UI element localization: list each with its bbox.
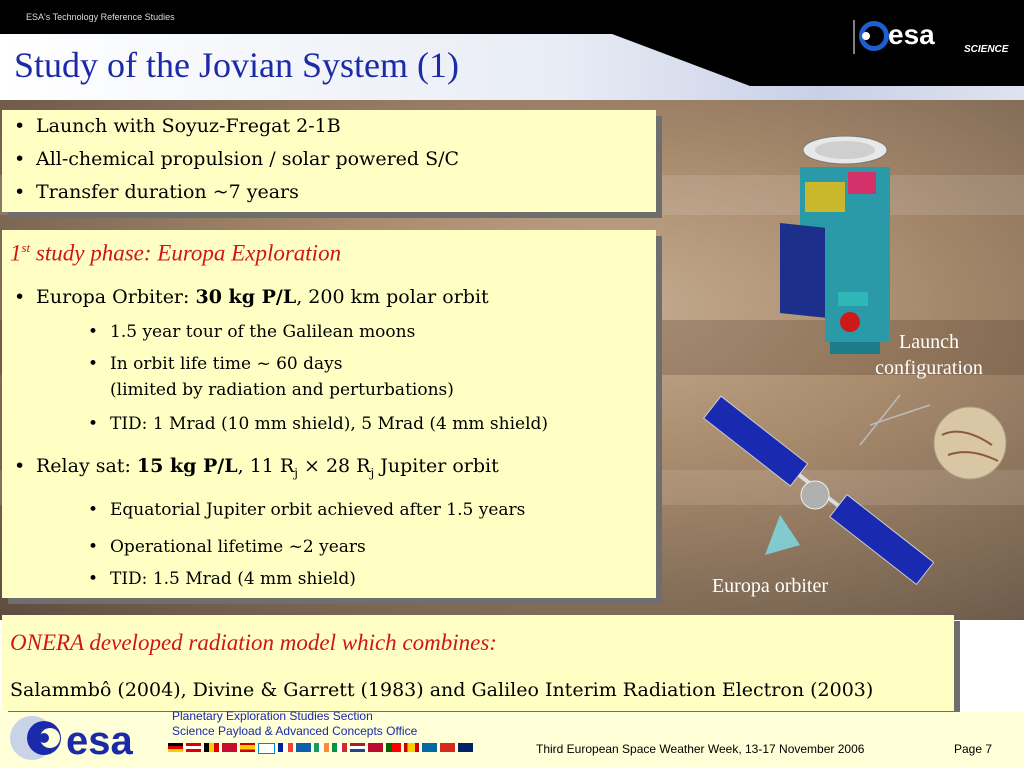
list-item: • Europa Orbiter: 30 kg P/L, 200 km polar orbit [14,286,489,308]
item-text: In orbit life time ~ 60 days [110,354,343,374]
footer-event: Third European Space Weather Week, 13-17 November 2006 [536,742,865,756]
page-title: Study of the Jovian System (1) [14,45,459,85]
item-text: All-chemical propulsion / solar powered S/C [36,148,460,170]
item-text: Transfer duration ~7 years [36,181,299,203]
item-text: Launch with Soyuz-Fregat 2-1B [36,115,341,137]
flag-icon [332,743,347,752]
flag-icon [222,743,237,752]
svg-text:esa: esa [66,719,133,763]
flag-icon [240,743,255,752]
footer-section: Planetary Exploration Studies Section [172,709,373,723]
item-text: Relay sat: [36,455,137,477]
flag-icon [204,743,219,752]
flag-icon [404,743,419,752]
item-text: × 28 R [297,455,371,477]
item-bold: 15 kg P/L [136,455,238,477]
sub-list-item: • TID: 1 Mrad (10 mm shield), 5 Mrad (4 mm shield) [88,414,549,434]
launch-configuration-image [770,122,910,362]
flag-icon [278,743,293,752]
item-text: Operational lifetime ~2 years [110,537,366,557]
sub-list-item-continuation: (limited by radiation and perturbations) [110,380,454,400]
europa-moon-image [932,405,1008,481]
item-text: Equatorial Jupiter orbit achieved after 1.5 years [110,500,526,520]
svg-text:esa: esa [888,19,935,50]
caption-line: Launch [899,331,959,353]
heading-superscript: st [21,240,31,255]
list-item: • All-chemical propulsion / solar powered S/C [14,148,460,170]
list-item: • Transfer duration ~7 years [14,181,299,203]
flag-icon [386,743,401,752]
item-subscript: j [294,465,298,480]
esa-logo-icon [852,14,1017,56]
flag-icon [314,743,329,752]
item-text: TID: 1.5 Mrad (4 mm shield) [110,569,356,589]
item-text: Jupiter orbit [374,455,499,477]
launch-configuration-caption [848,329,1010,381]
member-flags [168,743,473,754]
list-item: • Launch with Soyuz-Fregat 2-1B [14,115,341,137]
item-text: , 200 km polar orbit [296,286,489,308]
flag-icon [422,743,437,752]
item-bold: 30 kg P/L [195,286,297,308]
sub-list-item: • TID: 1.5 Mrad (4 mm shield) [88,569,356,589]
item-text: Europa Orbiter: [36,286,196,308]
flag-icon [458,743,473,752]
esa-footer-logo-icon [4,712,166,764]
item-subscript: j [370,465,375,480]
sub-list-item: • 1.5 year tour of the Galilean moons [88,322,416,342]
item-text: , 11 R [237,455,295,477]
page-number: Page 7 [954,742,993,756]
heading-number: 1 [10,240,22,266]
header-label: ESA's Technology Reference Studies [26,12,175,22]
flag-icon [258,743,275,754]
item-text: 1.5 year tour of the Galilean moons [110,322,416,342]
flag-icon [350,743,365,752]
sub-list-item: • Operational lifetime ~2 years [88,537,366,557]
onera-body: Salammbô (2004), Divine & Garrett (1983) and Galileo Interim Radiation Electron (2003) [10,679,874,701]
sub-list-item: • Equatorial Jupiter orbit achieved after 1.5 years [88,500,526,520]
flag-icon [186,743,201,752]
caption-line: configuration [875,357,983,379]
europa-orbiter-image [690,385,940,605]
europa-orbiter-caption: Europa orbiter [711,575,829,597]
flag-icon [440,743,455,752]
list-item: • Relay sat: 15 kg P/L, 11 $R_j \times 28$ $R_j$ Jupiter orbit [14,455,499,480]
heading-text: study phase: Europa Exploration [30,240,342,266]
svg-text:SCIENCE: SCIENCE [964,44,1009,55]
onera-heading: ONERA developed radiation model which combines: [10,630,497,655]
item-text: TID: 1 Mrad (10 mm shield), 5 Mrad (4 mm shield) [110,414,549,434]
footer-office: Science Payload & Advanced Concepts Office [172,724,418,738]
flag-icon [168,743,183,752]
study-phase-heading [10,240,341,267]
sub-list-item: • In orbit life time ~ 60 days [88,354,343,374]
flag-icon [368,743,383,752]
flag-icon [296,743,311,752]
